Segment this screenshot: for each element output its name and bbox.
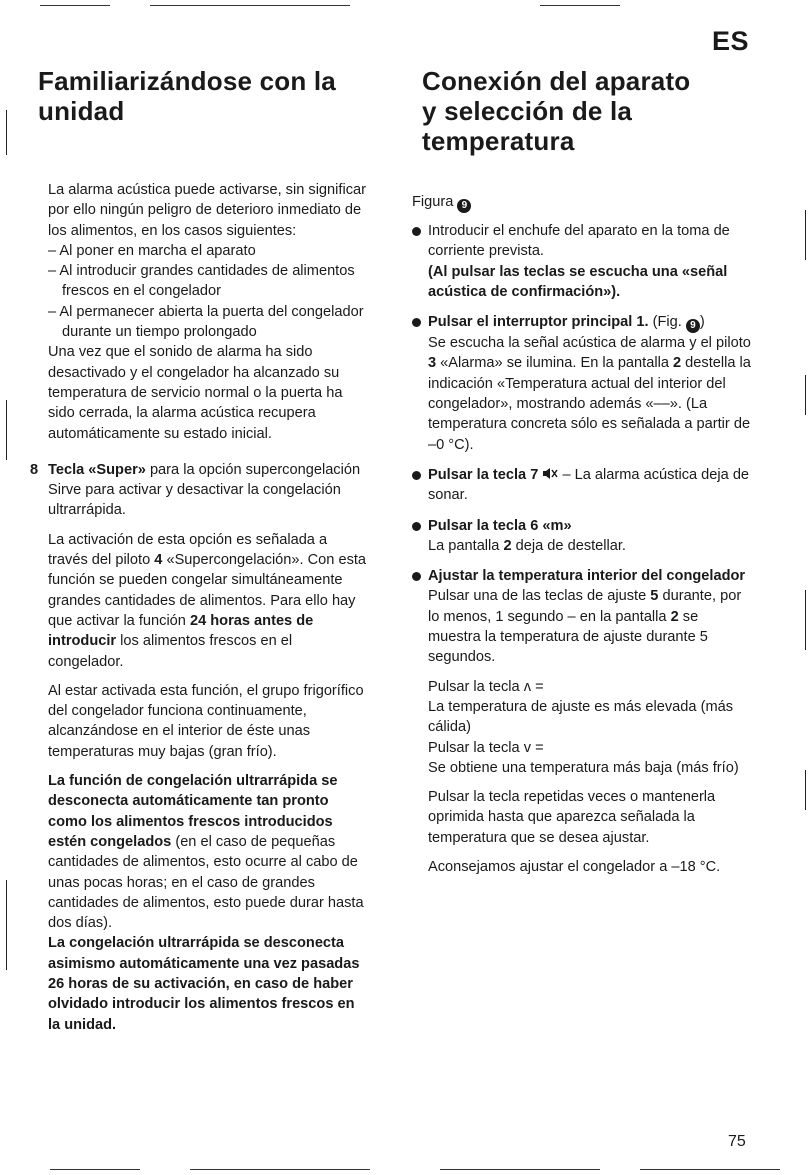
- key-number: 5: [650, 588, 659, 605]
- text-run: durante, por lo menos, 1 segundo – en la pantalla: [428, 588, 742, 625]
- repeat-text: Pulsar la tecla repetidas veces o mantenerla oprimida hasta que aparezca señalada la temperatura que se desea ajustar.: [428, 789, 716, 846]
- step-heading: [428, 312, 752, 333]
- text-run: se muestra la temperatura de ajuste durante 5 segundos.: [428, 608, 708, 666]
- alarm-cases-list: [48, 241, 370, 342]
- step-text: [428, 333, 752, 455]
- display-number: 2: [670, 608, 679, 625]
- left-edge-mark: [6, 880, 7, 970]
- filled-circle-number-icon: 9: [457, 199, 471, 213]
- step-text: [428, 536, 752, 556]
- step-note: (Al pulsar las teclas se escucha una «señal acústica de confirmación»).: [428, 263, 728, 300]
- alarm-reset-text: Una vez que el sonido de alarma ha sido desactivado y el congelador ha alcanzado su temperatura de servicio normal o la puerta ha sido cerrada, la alarma acústica recupera automáticamente su estado inicial.: [48, 344, 343, 442]
- super-key-activation-text: [48, 530, 370, 672]
- step-plug-in: [412, 221, 752, 302]
- text-run: La activación de esta opción es señalada a través del piloto: [48, 531, 328, 569]
- title-line: y selección de la: [422, 96, 633, 126]
- bullet-icon: [412, 522, 421, 531]
- super-key-heading: [48, 460, 370, 480]
- list-item: – Al introducir grandes cantidades de alimentos frescos en el congelador: [48, 263, 355, 300]
- down-key-desc: Se obtiene una temperatura más baja (más frío): [428, 759, 739, 776]
- left-column: [30, 66, 370, 1035]
- title-line: unidad: [38, 96, 125, 126]
- display-number: 2: [673, 355, 682, 372]
- super-key-effect-text: Al estar activada esta función, el grupo frigorífico del congelador funciona continuamente, alcanzándose en el interior de éste unas temperaturas muy bajas (gran frío).: [48, 682, 364, 760]
- top-edge-mark: [150, 5, 350, 6]
- bullet-icon: [412, 572, 421, 581]
- figure-reference: [412, 192, 752, 213]
- bottom-edge-mark: [440, 1169, 600, 1170]
- section-title-familiarizing: [38, 66, 370, 126]
- text-run: – La alarma acústica deja de sonar.: [428, 466, 750, 504]
- right-edge-mark: [805, 375, 806, 415]
- filled-circle-number-icon: 9: [686, 319, 700, 333]
- left-edge-mark: [6, 110, 7, 155]
- auto-off-text: [48, 771, 370, 933]
- text-run: (en el caso de pequeñas cantidades de alimentos, esto ocurre al cabo de unas pocas horas; en el caso de grandes cantidades de alimentos, esto puede durar hasta dos días).: [48, 833, 364, 932]
- item-number: 8: [30, 461, 39, 478]
- bullet-icon: [412, 227, 421, 236]
- text-run: destella la indicación «Temperatura actual del interior del congelador», mostrando además «––». (La temperatura concreta sólo es señalada a partir de –0 °C).: [428, 355, 751, 453]
- pilot-number: 3: [428, 355, 437, 372]
- down-key-label: Pulsar la tecla v =: [428, 739, 544, 756]
- text-run: deja de destellar.: [511, 537, 626, 554]
- bullet-icon: [412, 471, 421, 480]
- step-text: [428, 465, 752, 506]
- step-main-switch: [412, 312, 752, 455]
- title-line: Familiarizándose con la: [38, 66, 336, 96]
- title-line: temperatura: [422, 126, 575, 156]
- super-key-desc: Sirve para activar y desactivar la congelación ultrarrápida.: [48, 482, 341, 519]
- up-key-desc: La temperatura de ajuste es más elevada (más cálida): [428, 698, 734, 736]
- step-adjust-temperature: [412, 566, 752, 877]
- language-code: ES: [712, 26, 750, 56]
- bottom-edge-mark: [640, 1169, 780, 1170]
- bottom-edge-mark: [190, 1169, 370, 1170]
- auto-off-26h-text: La congelación ultrarrápida se desconecta asimismo automáticamente una vez pasadas 26 horas de su activación, en caso de haber olvidado introducir los alimentos frescos en la unidad.: [48, 935, 360, 1033]
- alarm-intro-text: La alarma acústica puede activarse, sin significar por ello ningún peligro de deterioro inmediato de los alimentos, en los casos siguientes:: [48, 182, 366, 239]
- list-item: – Al permanecer abierta la puerta del congelador durante un tiempo prolongado: [48, 303, 364, 341]
- speaker-mute-icon: [542, 467, 558, 483]
- super-key-section: [30, 460, 370, 1035]
- top-edge-mark: [540, 5, 620, 6]
- pilot-number: 4: [154, 552, 163, 569]
- right-edge-mark: [805, 770, 806, 810]
- step-key-7: [412, 465, 752, 506]
- up-key-label: Pulsar la tecla ʌ =: [428, 678, 544, 695]
- top-edge-mark: [40, 5, 110, 6]
- step-key-6: [412, 516, 752, 557]
- list-item: – Al poner en marcha el aparato: [48, 242, 256, 259]
- text-run-bold: 24 horas antes de introducir: [48, 612, 314, 650]
- figure-label: Figura: [412, 194, 454, 210]
- text-run-bold: Pulsar la tecla 7: [428, 466, 539, 483]
- step-heading: Ajustar la temperatura interior del congelador: [428, 568, 746, 585]
- text-run: Pulsar una de las teclas de ajuste: [428, 588, 651, 605]
- super-key-title-rest: para la opción supercongelación: [145, 461, 361, 478]
- text-run: Se escucha la señal acústica de alarma y el piloto: [428, 335, 751, 352]
- section-title-connection: [422, 66, 752, 156]
- step-heading: Pulsar la tecla 6 «m»: [428, 517, 572, 534]
- advice-text: Aconsejamos ajustar el congelador a –18 °C.: [428, 859, 721, 876]
- right-edge-mark: [805, 210, 806, 260]
- page-number: 75: [728, 1133, 746, 1150]
- right-edge-mark: [805, 590, 806, 650]
- text-run-bold: La función de congelación ultrarrápida se desconecta automáticamente tan pronto como los alimentos frescos introducidos estén congelados: [48, 773, 338, 850]
- text-run: «Alarma» se ilumina. En la pantalla: [436, 355, 673, 372]
- bullet-icon: [412, 318, 421, 327]
- title-line: Conexión del aparato: [422, 66, 691, 96]
- text-run: ): [699, 314, 705, 331]
- text-run: «Supercongelación». Con esta función se pueden congelar simultáneamente grandes cantidades de alimentos. Para ello hay que activar la función: [48, 552, 367, 629]
- text-run: los alimentos frescos en el congelador.: [48, 633, 293, 670]
- step-text: Introducir el enchufe del aparato en la toma de corriente prevista.: [428, 223, 730, 260]
- display-number: 2: [503, 537, 512, 554]
- super-key-title: Tecla «Super»: [48, 461, 146, 478]
- text-run: La pantalla: [428, 537, 504, 554]
- bottom-edge-mark: [50, 1169, 140, 1170]
- step-text: [428, 586, 752, 667]
- right-column: [412, 66, 752, 877]
- left-edge-mark: [6, 400, 7, 460]
- text-run-bold: Pulsar el interruptor principal 1.: [428, 314, 649, 331]
- text-run: (Fig.: [648, 314, 686, 331]
